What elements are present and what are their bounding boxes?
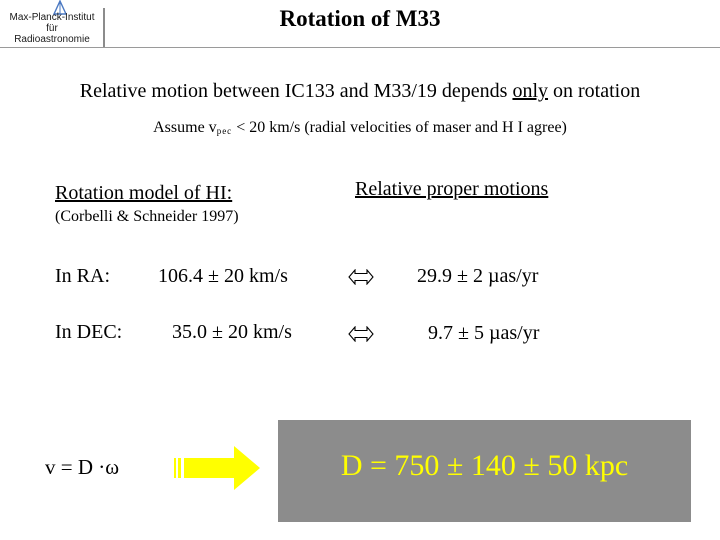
assumption-subscript: pec bbox=[216, 126, 233, 136]
rotation-model-title: Rotation model of HI: bbox=[55, 182, 233, 204]
logo-line-1: Max-Planck-Institut bbox=[9, 12, 95, 23]
distance-result: D = 750 ± 140 ± 50 kpc bbox=[340, 449, 629, 482]
dec-velocity: 35.0 ± 20 km/s bbox=[172, 321, 292, 343]
slide-title: Rotation of M33 bbox=[279, 6, 441, 31]
citation: (Corbelli & Schneider 1997) bbox=[55, 208, 239, 225]
ra-velocity: 106.4 ± 20 km/s bbox=[158, 265, 288, 287]
dec-label: In DEC: bbox=[55, 321, 123, 343]
logo-line-2: für bbox=[46, 23, 58, 34]
assumption-suffix: < 20 km/s (radial velocities of maser and H I agree) bbox=[232, 119, 567, 136]
dec-proper-motion: 9.7 ± 5 µas/yr bbox=[428, 322, 540, 344]
ra-label: In RA: bbox=[55, 265, 110, 287]
proper-motions-title: Relative proper motions bbox=[355, 178, 549, 200]
distance-formula: v = D ·ω bbox=[45, 455, 120, 479]
assumption-prefix: Assume v bbox=[153, 119, 217, 136]
intro-after: on rotation bbox=[548, 80, 641, 102]
equivalence-arrow-icon bbox=[348, 326, 374, 342]
intro-before: Relative motion between IC133 and M33/19 depends bbox=[79, 80, 513, 102]
logo-line-3: Radioastronomie bbox=[14, 34, 90, 45]
assumption-line bbox=[0, 119, 720, 137]
title-divider bbox=[0, 47, 720, 48]
intro-line bbox=[0, 80, 720, 103]
yellow-right-arrow-icon bbox=[172, 444, 262, 492]
ra-proper-motion: 29.9 ± 2 µas/yr bbox=[417, 265, 539, 287]
intro-emphasis: only bbox=[512, 80, 549, 102]
equivalence-arrow-icon bbox=[348, 269, 374, 285]
